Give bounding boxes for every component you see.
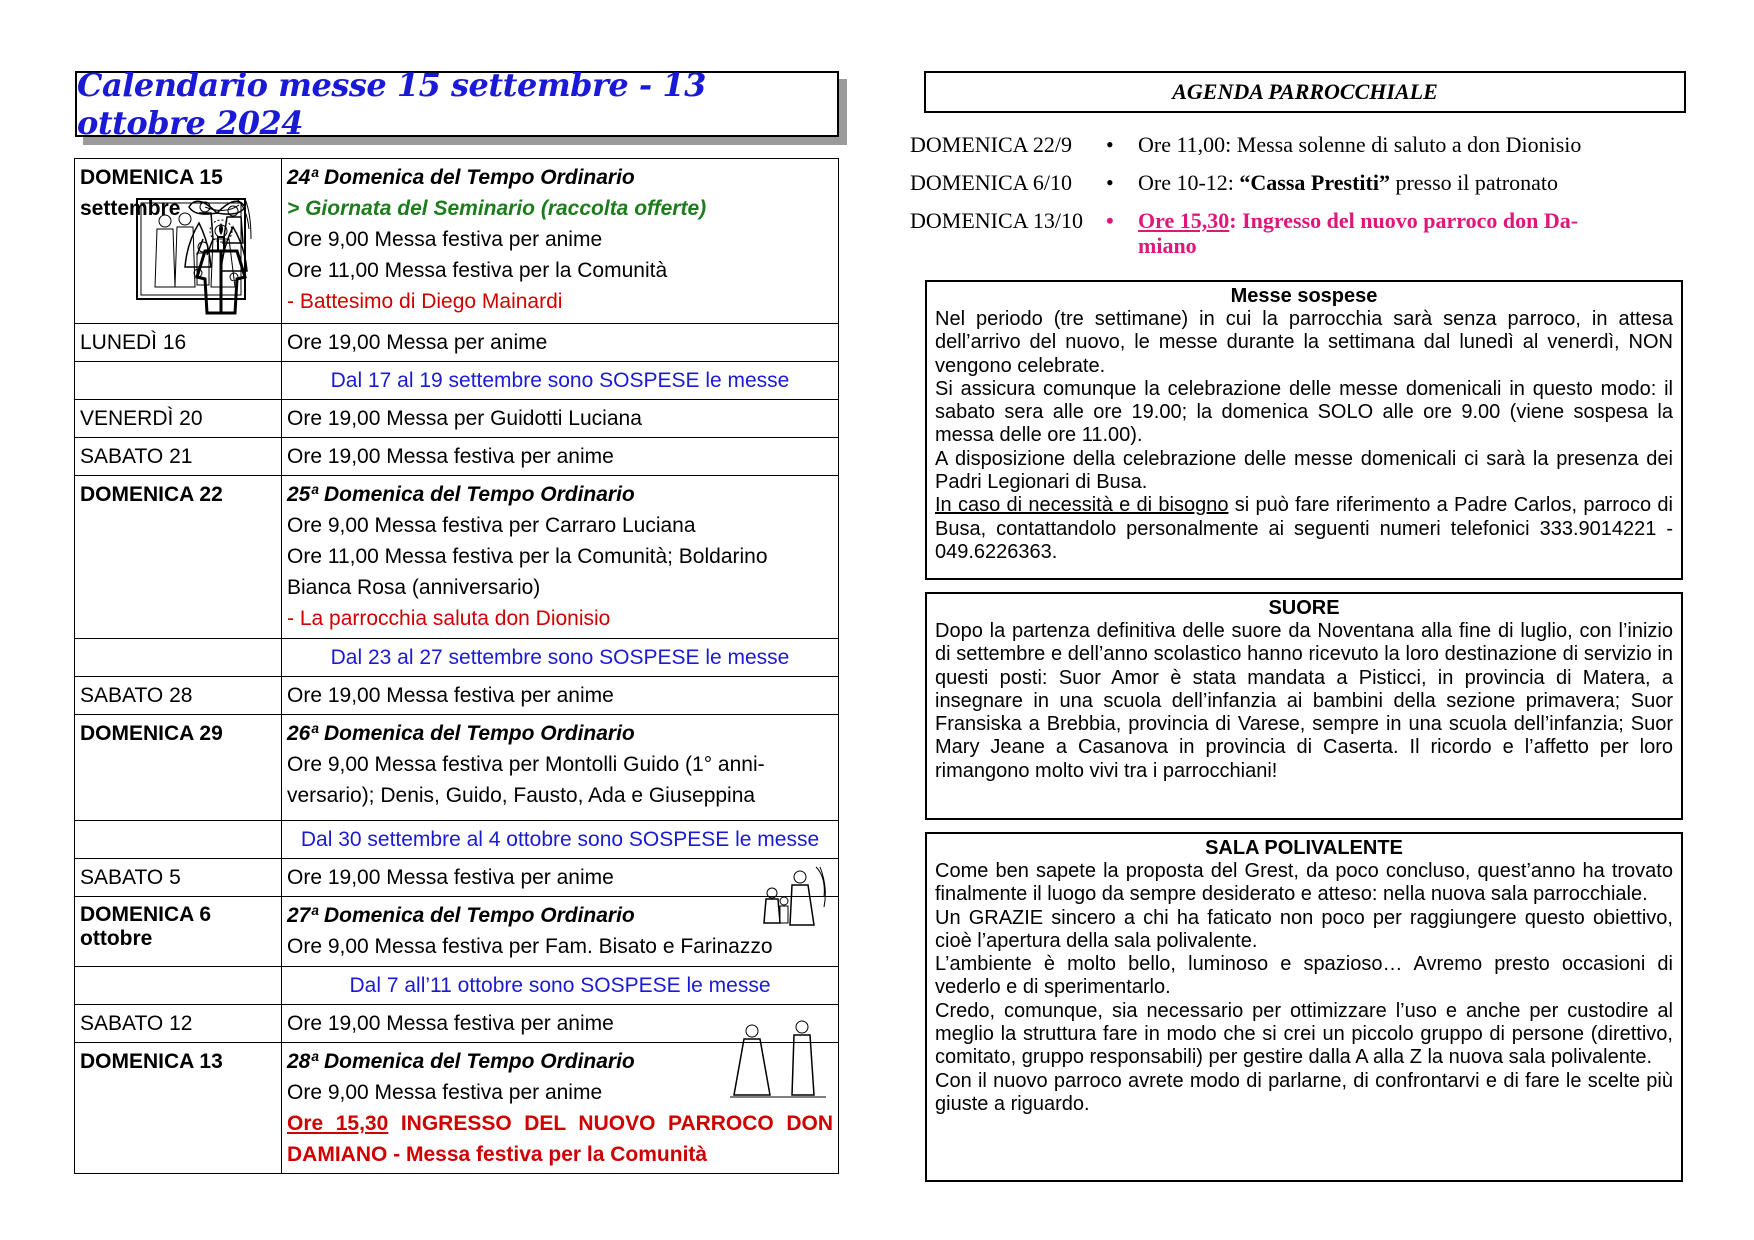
info-cell	[282, 715, 839, 821]
box-body	[935, 620, 1673, 783]
mass-line: Ore 11,00 Messa festiva per la Comunità	[287, 259, 668, 282]
agenda-text-bold: “Cassa Prestiti”	[1239, 170, 1390, 195]
agenda-text-part: : Ingresso del nuovo parroco don Da-	[1229, 208, 1579, 233]
agenda-title-box	[924, 71, 1686, 113]
list-item	[910, 170, 1690, 196]
mass-line: Ore 9,00 Messa festiva per anime	[287, 228, 603, 251]
table-row	[75, 639, 839, 677]
day-cell: LUNEDÌ 16	[75, 324, 282, 362]
sala-polivalente-box	[925, 832, 1683, 1182]
paragraph: A disposizione della celebrazione delle messe domenicali ci sarà la presenza dei Padri Legionari di Busa.	[935, 447, 1673, 494]
sunday-title: 28ª Domenica del Tempo Ordinario	[287, 1050, 635, 1073]
day-cell	[75, 362, 282, 400]
entrance-time: Ore 15,30	[287, 1112, 389, 1135]
day-cell	[75, 476, 282, 639]
info-cell: Ore 19,00 Messa per anime	[282, 324, 839, 362]
paragraph: Si assicura comunque la celebrazione delle messe domenicali in questo modo: il sabato sera alle ore 19.00; la domenica SOLO alle ore 9.00 (viene sospesa la messa delle ore 11.00).	[935, 377, 1673, 447]
info-cell	[282, 159, 839, 324]
day-cell: SABATO 12	[75, 1005, 282, 1043]
agenda-text: Ore 11,00: Messa solenne di saluto a don Dionisio	[1138, 132, 1582, 157]
paragraph: Con il nuovo parroco avrete modo di parlarne, di confrontarvi e di fare le scelte più giuste a riguardo.	[935, 1069, 1673, 1115]
table-row	[75, 1043, 839, 1174]
day-cell	[75, 821, 282, 859]
suspension-note: Dal 17 al 19 settembre sono SOSPESE le messe	[282, 362, 839, 400]
day-cell	[75, 897, 282, 967]
suspension-note: Dal 7 all’11 ottobre sono SOSPESE le messe	[282, 967, 839, 1005]
agenda-list	[910, 132, 1690, 270]
bullet-icon: •	[1106, 170, 1114, 195]
agenda-text-part: miano	[1138, 233, 1197, 258]
bullet-icon: •	[1106, 208, 1114, 233]
table-row	[75, 438, 839, 476]
calendar-title: Calendario messe 15 settembre - 13 ottobre 2024	[77, 66, 706, 142]
sunday-title: 25ª Domenica del Tempo Ordinario	[287, 483, 635, 506]
table-row	[75, 324, 839, 362]
info-cell: Ore 19,00 Messa festiva per anime	[282, 438, 839, 476]
farewell-note: - La parrocchia saluta don Dionisio	[287, 607, 611, 630]
agenda-text	[1138, 208, 1690, 258]
agenda-text	[1138, 170, 1690, 196]
table-row	[75, 897, 839, 967]
day-cell: VENERDÌ 20	[75, 400, 282, 438]
mass-line: Ore 11,00 Messa festiva per la Comunità; Boldarino	[287, 545, 768, 568]
mass-line: Ore 9,00 Messa festiva per Montolli Guido (1° anni-	[287, 753, 765, 776]
agenda-time: Ore 15,30	[1138, 208, 1230, 233]
day-label: DOMENICA 15	[80, 166, 223, 189]
sunday-title: 26ª Domenica del Tempo Ordinario	[287, 722, 635, 745]
entrance-text: INGRESSO DEL NUOVO PARROCO DON DAMIANO - Messa festiva per la Comunità	[287, 1112, 833, 1166]
new-priest-entrance	[287, 1108, 833, 1170]
agenda-day: DOMENICA 6/10	[910, 170, 1072, 195]
list-item	[910, 208, 1690, 258]
box-title: SALA POLIVALENTE	[1205, 837, 1403, 859]
day-cell	[75, 967, 282, 1005]
day-label: ottobre	[80, 927, 153, 950]
table-row	[75, 1005, 839, 1043]
table-row	[75, 677, 839, 715]
day-cell	[75, 1043, 282, 1174]
day-label: DOMENICA 13	[80, 1050, 223, 1073]
info-cell: Ore 19,00 Messa per Guidotti Luciana	[282, 400, 839, 438]
messe-sospese-box	[925, 280, 1683, 580]
day-label: DOMENICA 22	[80, 483, 223, 506]
day-cell: SABATO 21	[75, 438, 282, 476]
paragraph	[935, 494, 1673, 564]
info-cell	[282, 1043, 839, 1174]
calendar-table	[74, 158, 839, 1174]
table-row	[75, 967, 839, 1005]
suore-box	[925, 592, 1683, 820]
paragraph: Come ben sapete la proposta del Grest, da poco concluso, quest’anno ha trovato finalmente il luogo da sempre desiderato e atteso: nella nuova sala parrocchiale.	[935, 860, 1673, 906]
box-title: Messe sospese	[1230, 285, 1378, 307]
paragraph: Nel periodo (tre settimane) in cui la parrocchia sarà senza parroco, in attesa dell’arrivo del nuovo, le messe durante la settimana dal lunedì al venerdì, NON vengono celebrate.	[935, 308, 1673, 377]
paragraph: Credo, comunque, sia necessario per ottimizzare l’uso e anche per custodire al meglio la struttura fare in modo che si crei un piccolo gruppo di persone (direttivo, comitato, gruppo responsabili) per gestire dalla A alla Z la nuova sala polivalente.	[935, 999, 1673, 1069]
mass-line: Ore 9,00 Messa festiva per Carraro Luciana	[287, 514, 696, 537]
table-row	[75, 400, 839, 438]
info-cell	[282, 859, 839, 897]
day-label: DOMENICA 6	[80, 903, 212, 926]
list-item	[910, 132, 1690, 158]
info-cell: Ore 19,00 Messa festiva per anime	[282, 677, 839, 715]
info-cell	[282, 1005, 839, 1043]
day-cell: SABATO 28	[75, 677, 282, 715]
sunday-title: 27ª Domenica del Tempo Ordinario	[287, 904, 635, 927]
suspension-note: Dal 23 al 27 settembre sono SOSPESE le messe	[282, 639, 839, 677]
day-label: DOMENICA 29	[80, 722, 223, 745]
sunday-title: 24ª Domenica del Tempo Ordinario	[287, 166, 635, 189]
table-row	[75, 859, 839, 897]
info-cell	[282, 476, 839, 639]
paragraph: L’ambiente è molto bello, luminoso e spazioso… Avremo presto occasioni di vederlo e di sperimentarlo.	[935, 953, 1673, 999]
day-cell	[75, 639, 282, 677]
mass-line: versario); Denis, Guido, Fausto, Ada e Giuseppina	[287, 784, 756, 807]
underlined-text: In caso di necessità e di bisogno	[935, 494, 1229, 517]
agenda-text-part: Ore 10-12:	[1138, 170, 1240, 195]
calendar-title-box	[75, 66, 839, 142]
mass-line: Bianca Rosa (anniversario)	[287, 576, 541, 599]
mass-line: Ore 19,00 Messa festiva per anime	[287, 866, 614, 889]
bullet-icon: •	[1106, 132, 1114, 157]
agenda-day: DOMENICA 13/10	[910, 208, 1083, 233]
seminary-note: > Giornata del Seminario (raccolta offerte)	[287, 197, 707, 220]
box-title: SUORE	[1268, 597, 1340, 619]
paragraph: Un GRAZIE sincero a chi ha faticato non poco per raggiungere questo obiettivo, cioè l’apertura della sala polivalente.	[935, 906, 1673, 952]
agenda-title: AGENDA PARROCCHIALE	[1172, 79, 1438, 104]
table-row	[75, 362, 839, 400]
agenda-text-part: presso il patronato	[1389, 170, 1558, 195]
table-row	[75, 476, 839, 639]
day-cell: SABATO 5	[75, 859, 282, 897]
mass-line: Ore 9,00 Messa festiva per Fam. Bisato e Farinazzo	[287, 935, 773, 958]
paragraph: Dopo la partenza definitiva delle suore da Noventana alla fine di luglio, con l’inizio di settembre e dell’anno scolastico hanno ricevuto la loro destinazione di servizio in questi posti: Suor Amor è stata mandata a Pisticci, in provincia di Matera, a insegnare in una scuola dell’infanzia ai bambini della sezione primavera; Suor Fransiska a Brebbia, provincia di Varese, sempre in una scuola dell’infanzia; Suor Mary Jeane a Casanova in provincia di Caserta. Il ricordo e l’affetto per loro rimangono molto vivi tra i parrocchiani!	[935, 620, 1673, 782]
box-body	[935, 860, 1673, 1116]
baptism-note: - Battesimo di Diego Mainardi	[287, 290, 563, 313]
agenda-day: DOMENICA 22/9	[910, 132, 1072, 157]
mass-line: Ore 9,00 Messa festiva per anime	[287, 1081, 603, 1104]
paragraph-text: si può fare riferimento a Padre Carlos, parroco di Busa, contattandolo personalmente ai seguenti numeri telefonici 333.9014221 - 049.6226363.	[935, 494, 1673, 563]
bells-icon	[179, 195, 255, 281]
mass-line: Ore 19,00 Messa festiva per anime	[287, 1012, 614, 1035]
day-label: settembre	[80, 197, 181, 220]
info-cell	[282, 897, 839, 967]
box-body	[935, 308, 1673, 564]
day-cell	[75, 715, 282, 821]
table-row	[75, 821, 839, 859]
table-row	[75, 715, 839, 821]
suspension-note: Dal 30 settembre al 4 ottobre sono SOSPESE le messe	[282, 821, 839, 859]
